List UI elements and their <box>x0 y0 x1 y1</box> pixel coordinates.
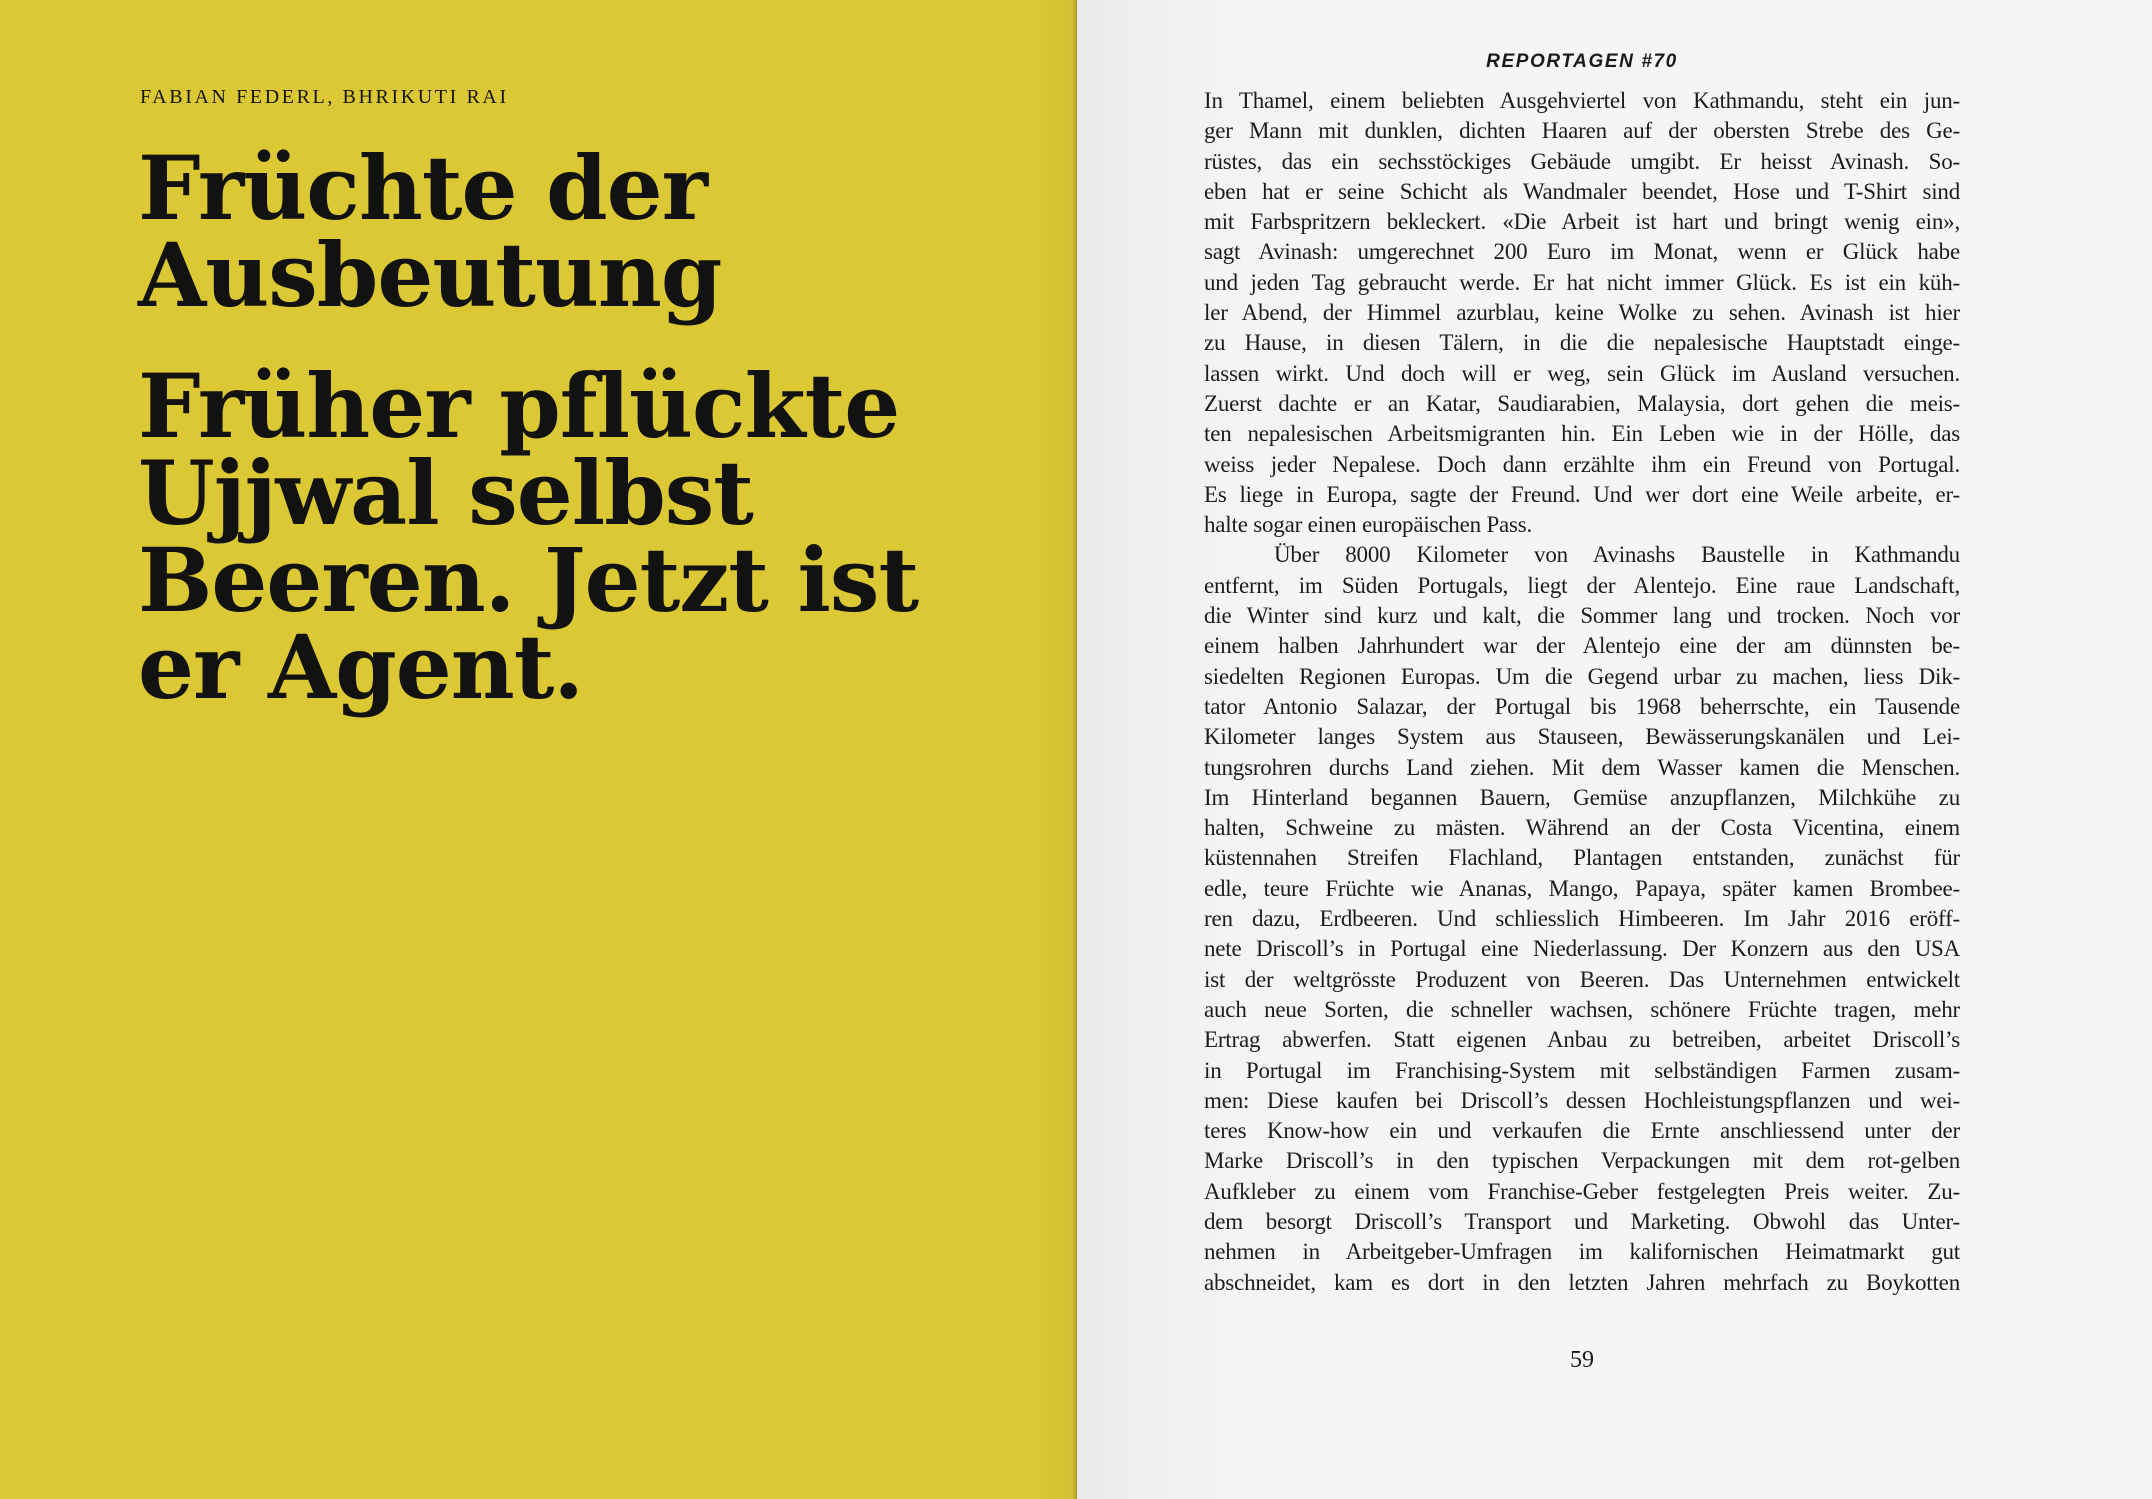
body-line: zu Hause, in diesen Tälern, in die die nepalesische Hauptstadt einge- <box>1204 330 1960 356</box>
body-line: sagt Avinash: umgerechnet 200 Euro im Monat, wenn er Glück habe <box>1204 239 1960 265</box>
body-line: Marke Driscoll’s in den typischen Verpackungen mit dem rot-gelben <box>1204 1148 1960 1174</box>
body-line: rüstes, das ein sechsstöckiges Gebäude umgibt. Er heisst Avinash. So- <box>1204 148 1960 174</box>
body-line: edle, teure Früchte wie Ananas, Mango, Papaya, später kamen Brombee- <box>1204 875 1960 901</box>
body-line: teres Know-how ein und verkaufen die Ernte anschliessend unter der <box>1204 1118 1960 1144</box>
body-line: tator Antonio Salazar, der Portugal bis 1968 beherrschte, ein Tausende <box>1204 693 1960 719</box>
body-line: Über 8000 Kilometer von Avinashs Baustelle in Kathmandu <box>1274 542 1960 568</box>
subtitle-line: er Agent. <box>138 615 584 719</box>
body-line: auch neue Sorten, die schneller wachsen, schönere Früchte tragen, mehr <box>1204 996 1960 1022</box>
body-line: Zuerst dachte er an Katar, Saudiarabien, Malaysia, dort gehen die meis- <box>1204 390 1960 416</box>
author-line: FABIAN FEDERL, BHRIKUTI RAI <box>140 86 509 108</box>
body-line: in Portugal im Franchising-System mit selbständigen Farmen zusam- <box>1204 1057 1960 1083</box>
body-line: halte sogar einen europäischen Pass. <box>1204 512 1533 538</box>
body-line: nehmen in Arbeitgeber-Umfragen im kalifornischen Heimatmarkt gut <box>1204 1239 1960 1265</box>
body-line: In Thamel, einem beliebten Ausgehviertel von Kathmandu, steht ein jun- <box>1204 88 1960 113</box>
body-line: die Winter sind kurz und kalt, die Sommer lang und trocken. Noch vor <box>1204 603 1960 629</box>
page-number: 59 <box>1570 1347 1594 1373</box>
title-line: Ausbeutung <box>138 223 722 327</box>
body-line: Aufkleber zu einem vom Franchise-Geber festgelegten Preis weiter. Zu- <box>1204 1178 1960 1204</box>
body-line: Ertrag abwerfen. Statt eigenen Anbau zu betreiben, arbeitet Driscoll’s <box>1204 1027 1960 1053</box>
article-title <box>138 136 1068 327</box>
body-line: tungsrohren durchs Land ziehen. Mit dem Wasser kamen die Menschen. <box>1204 754 1960 780</box>
body-line: ist der weltgrösste Produzent von Beeren. Das Unternehmen entwickelt <box>1204 966 1960 992</box>
subtitle-line: Ujjwal selbst <box>138 441 753 545</box>
title-line: Früchte der <box>138 136 707 240</box>
body-line: men: Diese kaufen bei Driscoll’s dessen Hochleistungspflanzen und wei- <box>1204 1087 1960 1113</box>
right-page <box>1077 0 2152 1499</box>
body-line: dem besorgt Driscoll’s Transport und Marketing. Obwohl das Unter- <box>1204 1208 1960 1234</box>
body-line: küstennahen Streifen Flachland, Plantagen entstanden, zunächst für <box>1204 845 1960 871</box>
body-line: mit Farbspritzern bekleckert. «Die Arbeit ist hart und bringt wenig ein», <box>1204 209 1960 235</box>
body-line: ger Mann mit dunklen, dichten Haaren auf der obersten Strebe des Ge- <box>1204 118 1960 144</box>
body-text <box>1204 86 1960 1298</box>
body-line: abschneidet, kam es dort in den letzten Jahren mehrfach zu Boykotten <box>1204 1269 1960 1295</box>
body-line: Es liege in Europa, sagte der Freund. Und wer dort eine Weile arbeite, er- <box>1204 481 1960 507</box>
body-paragraph <box>1204 540 1960 1297</box>
running-header: REPORTAGEN #70 <box>1486 51 1678 72</box>
body-line: ren dazu, Erdbeeren. Und schliesslich Himbeeren. Im Jahr 2016 eröff- <box>1204 906 1960 932</box>
article-subtitle <box>138 354 1068 719</box>
body-line: weiss jeder Nepalese. Doch dann erzählte ihm ein Freund von Portugal. <box>1204 451 1960 477</box>
body-line: ler Abend, der Himmel azurblau, keine Wolke zu sehen. Avinash ist hier <box>1204 300 1960 326</box>
body-line: ten nepalesischen Arbeitsmigranten hin. Ein Leben wie in der Hölle, das <box>1204 421 1960 447</box>
body-line: lassen wirkt. Und doch will er weg, sein Glück im Ausland versuchen. <box>1204 360 1960 386</box>
subtitle-line: Beeren. Jetzt ist <box>138 528 919 632</box>
body-line: nete Driscoll’s in Portugal eine Niederlassung. Der Konzern aus den USA <box>1204 936 1960 962</box>
body-line: halten, Schweine zu mästen. Während an der Costa Vicentina, einem <box>1204 815 1960 841</box>
subtitle-line: Früher pflückte <box>138 354 900 458</box>
body-line: Kilometer langes System aus Stauseen, Bewässerungskanälen und Lei- <box>1204 724 1960 750</box>
body-line: und jeden Tag gebraucht werde. Er hat nicht immer Glück. Es ist ein küh- <box>1204 269 1960 295</box>
body-line: Im Hinterland begannen Bauern, Gemüse anzupflanzen, Milchkühe zu <box>1204 784 1960 810</box>
body-line: entfernt, im Süden Portugals, liegt der Alentejo. Eine raue Landschaft, <box>1204 572 1960 598</box>
body-line: einem halben Jahrhundert war der Alentejo eine der am dünnsten be- <box>1204 633 1960 659</box>
body-line: siedelten Regionen Europas. Um die Gegend urbar zu machen, liess Dik- <box>1204 663 1960 689</box>
body-line: eben hat er seine Schicht als Wandmaler beendet, Hose und T-Shirt sind <box>1204 178 1960 204</box>
body-paragraph <box>1204 86 1960 540</box>
